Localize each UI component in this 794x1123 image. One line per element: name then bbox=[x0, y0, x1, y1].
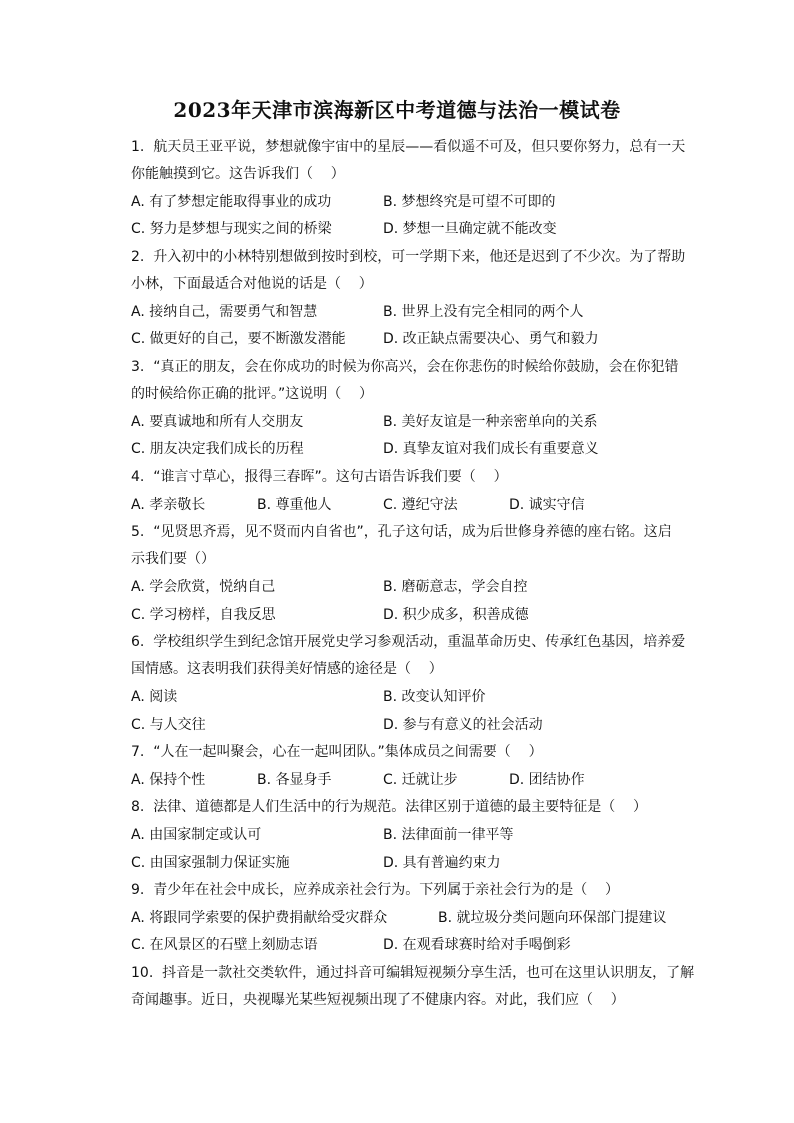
question-9-option-c: C. 在风景区的石壁上刻励志语 bbox=[131, 937, 318, 953]
question-9-line-1: 9. 青少年在社会中成长，应养成亲社会行为。下列属于亲社会行为的是（ ） bbox=[131, 882, 620, 898]
question-6-option-b: B. 改变认知评价 bbox=[383, 689, 486, 705]
question-2-line-1: 2. 升入初中的小林特别想做到按时到校，可一学期下来，他还是迟到了不少次。为了帮助 bbox=[131, 249, 686, 265]
question-5-option-a: A. 学会欣赏，悦纳自己 bbox=[131, 579, 276, 595]
question-9-option-d: D. 在观看球赛时给对手喝倒彩 bbox=[383, 937, 571, 953]
question-7-option-c: C. 迁就让步 bbox=[383, 772, 458, 788]
question-7-option-b: B. 各显身手 bbox=[257, 772, 332, 788]
question-4-option-d: D. 诚实守信 bbox=[509, 497, 585, 513]
question-8-option-d: D. 具有普遍约束力 bbox=[383, 855, 501, 871]
question-8-option-c: C. 由国家强制力保证实施 bbox=[131, 855, 290, 871]
question-1-option-c: C. 努力是梦想与现实之间的桥梁 bbox=[131, 221, 332, 237]
question-10-line-1: 10. 抖音是一款社交类软件，通过抖音可编辑短视频分享生活，也可在这里认识朋友，了解 bbox=[131, 965, 695, 981]
question-1-line-1: 1. 航天员王亚平说，梦想就像宇宙中的星辰——看似遥不可及，但只要你努力，总有一天 bbox=[131, 139, 686, 155]
question-8-option-a: A. 由国家制定或认可 bbox=[131, 827, 262, 843]
question-1-option-a: A. 有了梦想定能取得事业的成功 bbox=[131, 194, 332, 210]
question-9-option-b: B. 就垃圾分类问题向环保部门提建议 bbox=[438, 910, 667, 926]
question-3-option-c: C. 朋友决定我们成长的历程 bbox=[131, 441, 304, 457]
question-7-line-1: 7. “人在一起叫聚会，心在一起叫团队。”集体成员之间需要（ ） bbox=[131, 744, 543, 760]
question-6-line-1: 6. 学校组织学生到纪念馆开展党史学习参观活动，重温革命历史、传承红色基因，培养爱 bbox=[131, 634, 686, 650]
question-4-line-1: 4. “谁言寸草心，报得三春晖”。这句古语告诉我们要（ ） bbox=[131, 469, 508, 485]
question-2-option-a: A. 接纳自己，需要勇气和智慧 bbox=[131, 304, 318, 320]
question-4-option-a: A. 孝亲敬长 bbox=[131, 497, 206, 513]
question-6-option-d: D. 参与有意义的社会活动 bbox=[383, 717, 543, 733]
question-1-option-b: B. 梦想终究是可望不可即的 bbox=[383, 194, 556, 210]
question-9-option-a: A. 将跟同学索要的保护费捐献给受灾群众 bbox=[131, 910, 388, 926]
question-1-option-d: D. 梦想一旦确定就不能改变 bbox=[383, 221, 557, 237]
question-3-option-a: A. 要真诚地和所有人交朋友 bbox=[131, 414, 304, 430]
question-10-line-2: 奇闻趣事。近日，央视曝光某些短视频出现了不健康内容。对此，我们应（ ） bbox=[131, 992, 625, 1008]
question-2-option-d: D. 改正缺点需要决心、勇气和毅力 bbox=[383, 331, 599, 347]
question-1-line-2: 你能触摸到它。这告诉我们（ ） bbox=[131, 166, 345, 182]
question-6-option-a: A. 阅读 bbox=[131, 689, 178, 705]
question-3-line-2: 的时候给你正确的批评。”这说明（ ） bbox=[131, 386, 374, 402]
page-title: 2023年天津市滨海新区中考道德与法治一模试卷 bbox=[173, 98, 621, 122]
question-6-line-2: 国情感。这表明我们获得美好情感的途径是（ ） bbox=[131, 661, 443, 677]
question-3-option-d: D. 真挚友谊对我们成长有重要意义 bbox=[383, 441, 599, 457]
question-5-line-2: 示我们要（） bbox=[131, 551, 215, 567]
question-7-option-d: D. 团结协作 bbox=[509, 772, 585, 788]
question-6-option-c: C. 与人交往 bbox=[131, 717, 206, 733]
question-3-line-1: 3. “真正的朋友，会在你成功的时候为你高兴，会在你悲伤的时候给你鼓励，会在你犯错 bbox=[131, 359, 679, 375]
question-7-option-a: A. 保持个性 bbox=[131, 772, 206, 788]
question-5-option-b: B. 磨砺意志，学会自控 bbox=[383, 579, 528, 595]
question-2-option-c: C. 做更好的自己，要不断激发潜能 bbox=[131, 331, 346, 347]
question-8-line-1: 8. 法律、道德都是人们生活中的行为规范。法律区别于道德的最主要特征是（ ） bbox=[131, 799, 648, 815]
question-2-line-2: 小林，下面最适合对他说的话是（ ） bbox=[131, 276, 373, 292]
question-4-option-b: B. 尊重他人 bbox=[257, 497, 332, 513]
question-5-line-1: 5. “见贤思齐焉，见不贤而内自省也”，孔子这句话，成为后世修身养德的座右铭。这启 bbox=[131, 524, 672, 540]
question-8-option-b: B. 法律面前一律平等 bbox=[383, 827, 514, 843]
question-5-option-c: C. 学习榜样，自我反思 bbox=[131, 607, 276, 623]
question-5-option-d: D. 积少成多，积善成德 bbox=[383, 607, 529, 623]
question-2-option-b: B. 世界上没有完全相同的两个人 bbox=[383, 304, 584, 320]
question-4-option-c: C. 遵纪守法 bbox=[383, 497, 458, 513]
question-3-option-b: B. 美好友谊是一种亲密单向的关系 bbox=[383, 414, 598, 430]
